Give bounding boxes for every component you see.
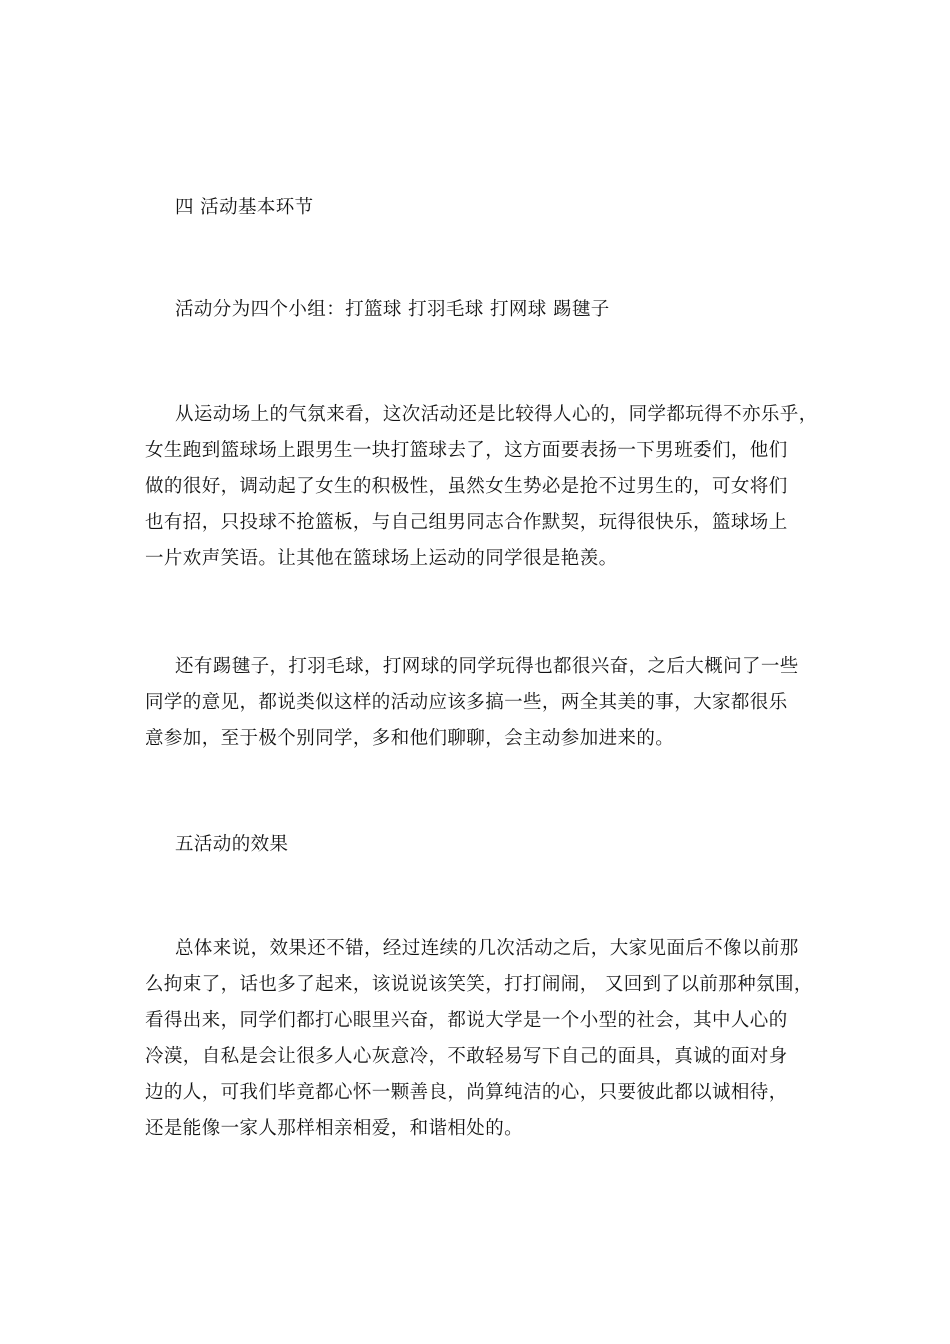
paragraph-line: 还有踢毽子，打羽毛球，打网球的同学玩得也都很兴奋，之后大概问了一些 — [175, 656, 799, 677]
paragraph-line: 从运动场上的气氛来看，这次活动还是比较得人心的，同学都玩得不亦乐乎， — [175, 404, 818, 425]
paragraph-line: 意参加，至于极个别同学，多和他们聊聊，会主动参加进来的。 — [145, 728, 675, 749]
paragraph-line: 女生跑到篮球场上跟男生一块打篮球去了，这方面要表扬一下男班委们，他们 — [145, 440, 788, 461]
paragraph-groups: 活动分为四个小组：打篮球 打羽毛球 打网球 踢毽子 — [175, 299, 610, 320]
paragraph-line: 做的很好，调动起了女生的积极性，虽然女生势必是抢不过男生的，可女将们 — [145, 476, 788, 497]
paragraph-line: 冷漠，自私是会让很多人心灰意冷，不敢轻易写下自己的面具，真诚的面对身 — [145, 1046, 788, 1067]
section-heading-5: 五活动的效果 — [175, 834, 289, 855]
paragraph-line: 么拘束了，话也多了起来，该说说该笑笑，打打闹闹， 又回到了以前那种氛围， — [145, 974, 813, 995]
paragraph-line: 边的人，可我们毕竟都心怀一颗善良，尚算纯洁的心，只要彼此都以诚相待， — [145, 1082, 788, 1103]
paragraph-line: 也有招，只投球不抢篮板，与自己组男同志合作默契，玩得很快乐，篮球场上 — [145, 512, 788, 533]
paragraph-line: 看得出来，同学们都打心眼里兴奋，都说大学是一个小型的社会，其中人心的 — [145, 1010, 788, 1031]
section-heading-4: 四 活动基本环节 — [175, 197, 314, 218]
paragraph-line: 一片欢声笑语。让其他在篮球场上运动的同学很是艳羡。 — [145, 548, 618, 569]
paragraph-line: 还是能像一家人那样相亲相爱，和谐相处的。 — [145, 1118, 524, 1139]
paragraph-line: 同学的意见，都说类似这样的活动应该多搞一些，两全其美的事，大家都很乐 — [145, 692, 788, 713]
paragraph-line: 总体来说，效果还不错，经过连续的几次活动之后，大家见面后不像以前那 — [175, 938, 799, 959]
